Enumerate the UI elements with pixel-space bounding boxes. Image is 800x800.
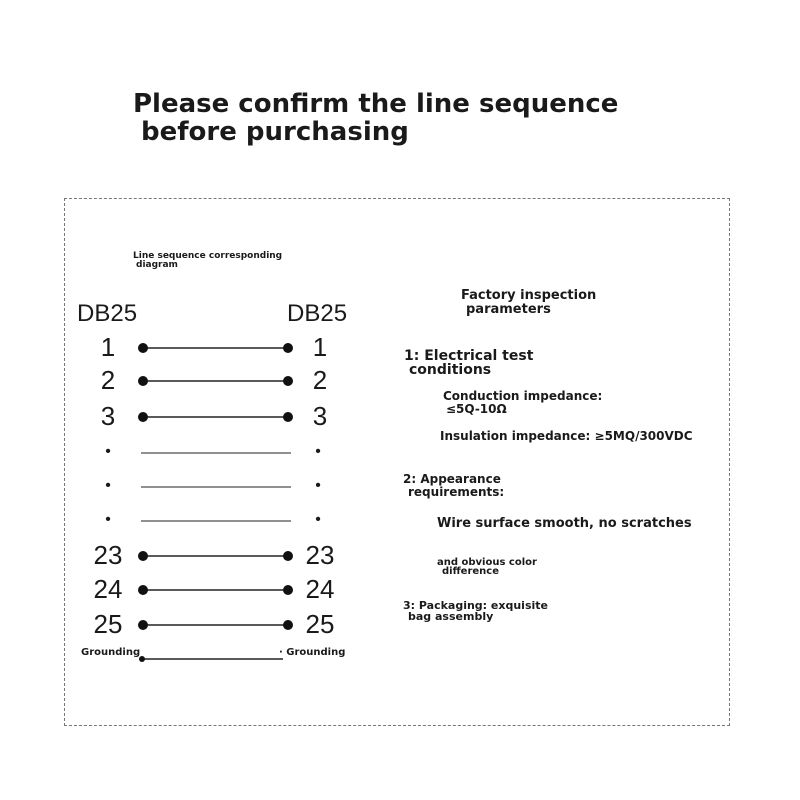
left-pin-label: 25 xyxy=(93,609,123,639)
right-pin-label: 25 xyxy=(305,609,335,639)
conduction-line-1: Conduction impedance: xyxy=(443,389,603,403)
diagram-caption-line-2: diagram xyxy=(136,260,178,270)
electrical-line-2: conditions xyxy=(409,362,492,378)
left-connector-label: DB25 xyxy=(77,300,138,327)
pin-contact-dot xyxy=(283,412,293,422)
packaging-requirement xyxy=(403,600,548,622)
left-pin-label: 1 xyxy=(100,332,116,362)
packaging-line-2: bag assembly xyxy=(408,610,494,623)
pin-contact-dot xyxy=(138,620,148,630)
conduction-line-2: ≤5Q-10Ω xyxy=(446,402,507,416)
insulation-impedance: Insulation impedance: ≥5MQ/300VDC xyxy=(440,429,693,443)
wire-surface-requirement: Wire surface smooth, no scratches xyxy=(437,516,692,531)
color-diff-line-2: difference xyxy=(442,566,500,577)
color-diff-line-1: and obvious color xyxy=(437,557,537,568)
pin-contact-dot xyxy=(138,376,148,386)
pin-contact-dot xyxy=(138,551,148,561)
pin-contact-dot xyxy=(283,620,293,630)
left-pin-label: 23 xyxy=(93,540,123,570)
electrical-line-1: 1: Electrical test xyxy=(404,348,534,364)
diagram-caption-line-1: Line sequence corresponding xyxy=(133,251,283,261)
right-pin-label: • xyxy=(315,443,321,460)
electrical-conditions-heading xyxy=(404,349,533,377)
right-pin-label: 3 xyxy=(312,401,328,431)
left-pin-label: • xyxy=(105,443,111,460)
left-pin-label: • xyxy=(105,477,111,494)
right-pin-label: 1 xyxy=(312,332,328,362)
right-pin-label: 23 xyxy=(305,540,335,570)
conduction-impedance xyxy=(443,390,602,416)
right-pin-label: 24 xyxy=(305,574,335,604)
appearance-heading xyxy=(403,473,504,499)
pin-contact-dot xyxy=(283,585,293,595)
pin-contact-dot xyxy=(138,585,148,595)
pin-contact-dot xyxy=(283,376,293,386)
factory-heading-line-1: Factory inspection xyxy=(461,288,597,303)
left-pin-label: 3 xyxy=(100,401,116,431)
left-pin-label: 24 xyxy=(93,574,123,604)
right-grounding-label: · Grounding xyxy=(279,647,346,658)
right-pin-label: • xyxy=(315,511,321,528)
right-pin-label: 2 xyxy=(312,365,328,395)
factory-heading xyxy=(461,289,596,317)
packaging-line-1: 3: Packaging: exquisite xyxy=(403,599,548,612)
appearance-line-2: requirements: xyxy=(408,485,505,499)
pin-contact-dot xyxy=(283,343,293,353)
left-pin-label: 2 xyxy=(100,365,116,395)
right-pin-label: • xyxy=(315,477,321,494)
pin-contact-dot xyxy=(138,412,148,422)
pin-contact-dot xyxy=(138,343,148,353)
left-grounding-label: Grounding xyxy=(81,647,141,658)
appearance-line-1: 2: Appearance xyxy=(403,472,501,486)
right-connector-label: DB25 xyxy=(287,300,348,327)
color-difference-requirement xyxy=(437,558,537,576)
title-line-1: Please confirm the line sequence xyxy=(133,89,619,119)
factory-heading-line-2: parameters xyxy=(466,302,551,317)
left-pin-label: • xyxy=(105,511,111,528)
pin-contact-dot xyxy=(283,551,293,561)
title-line-2: before purchasing xyxy=(141,117,409,147)
